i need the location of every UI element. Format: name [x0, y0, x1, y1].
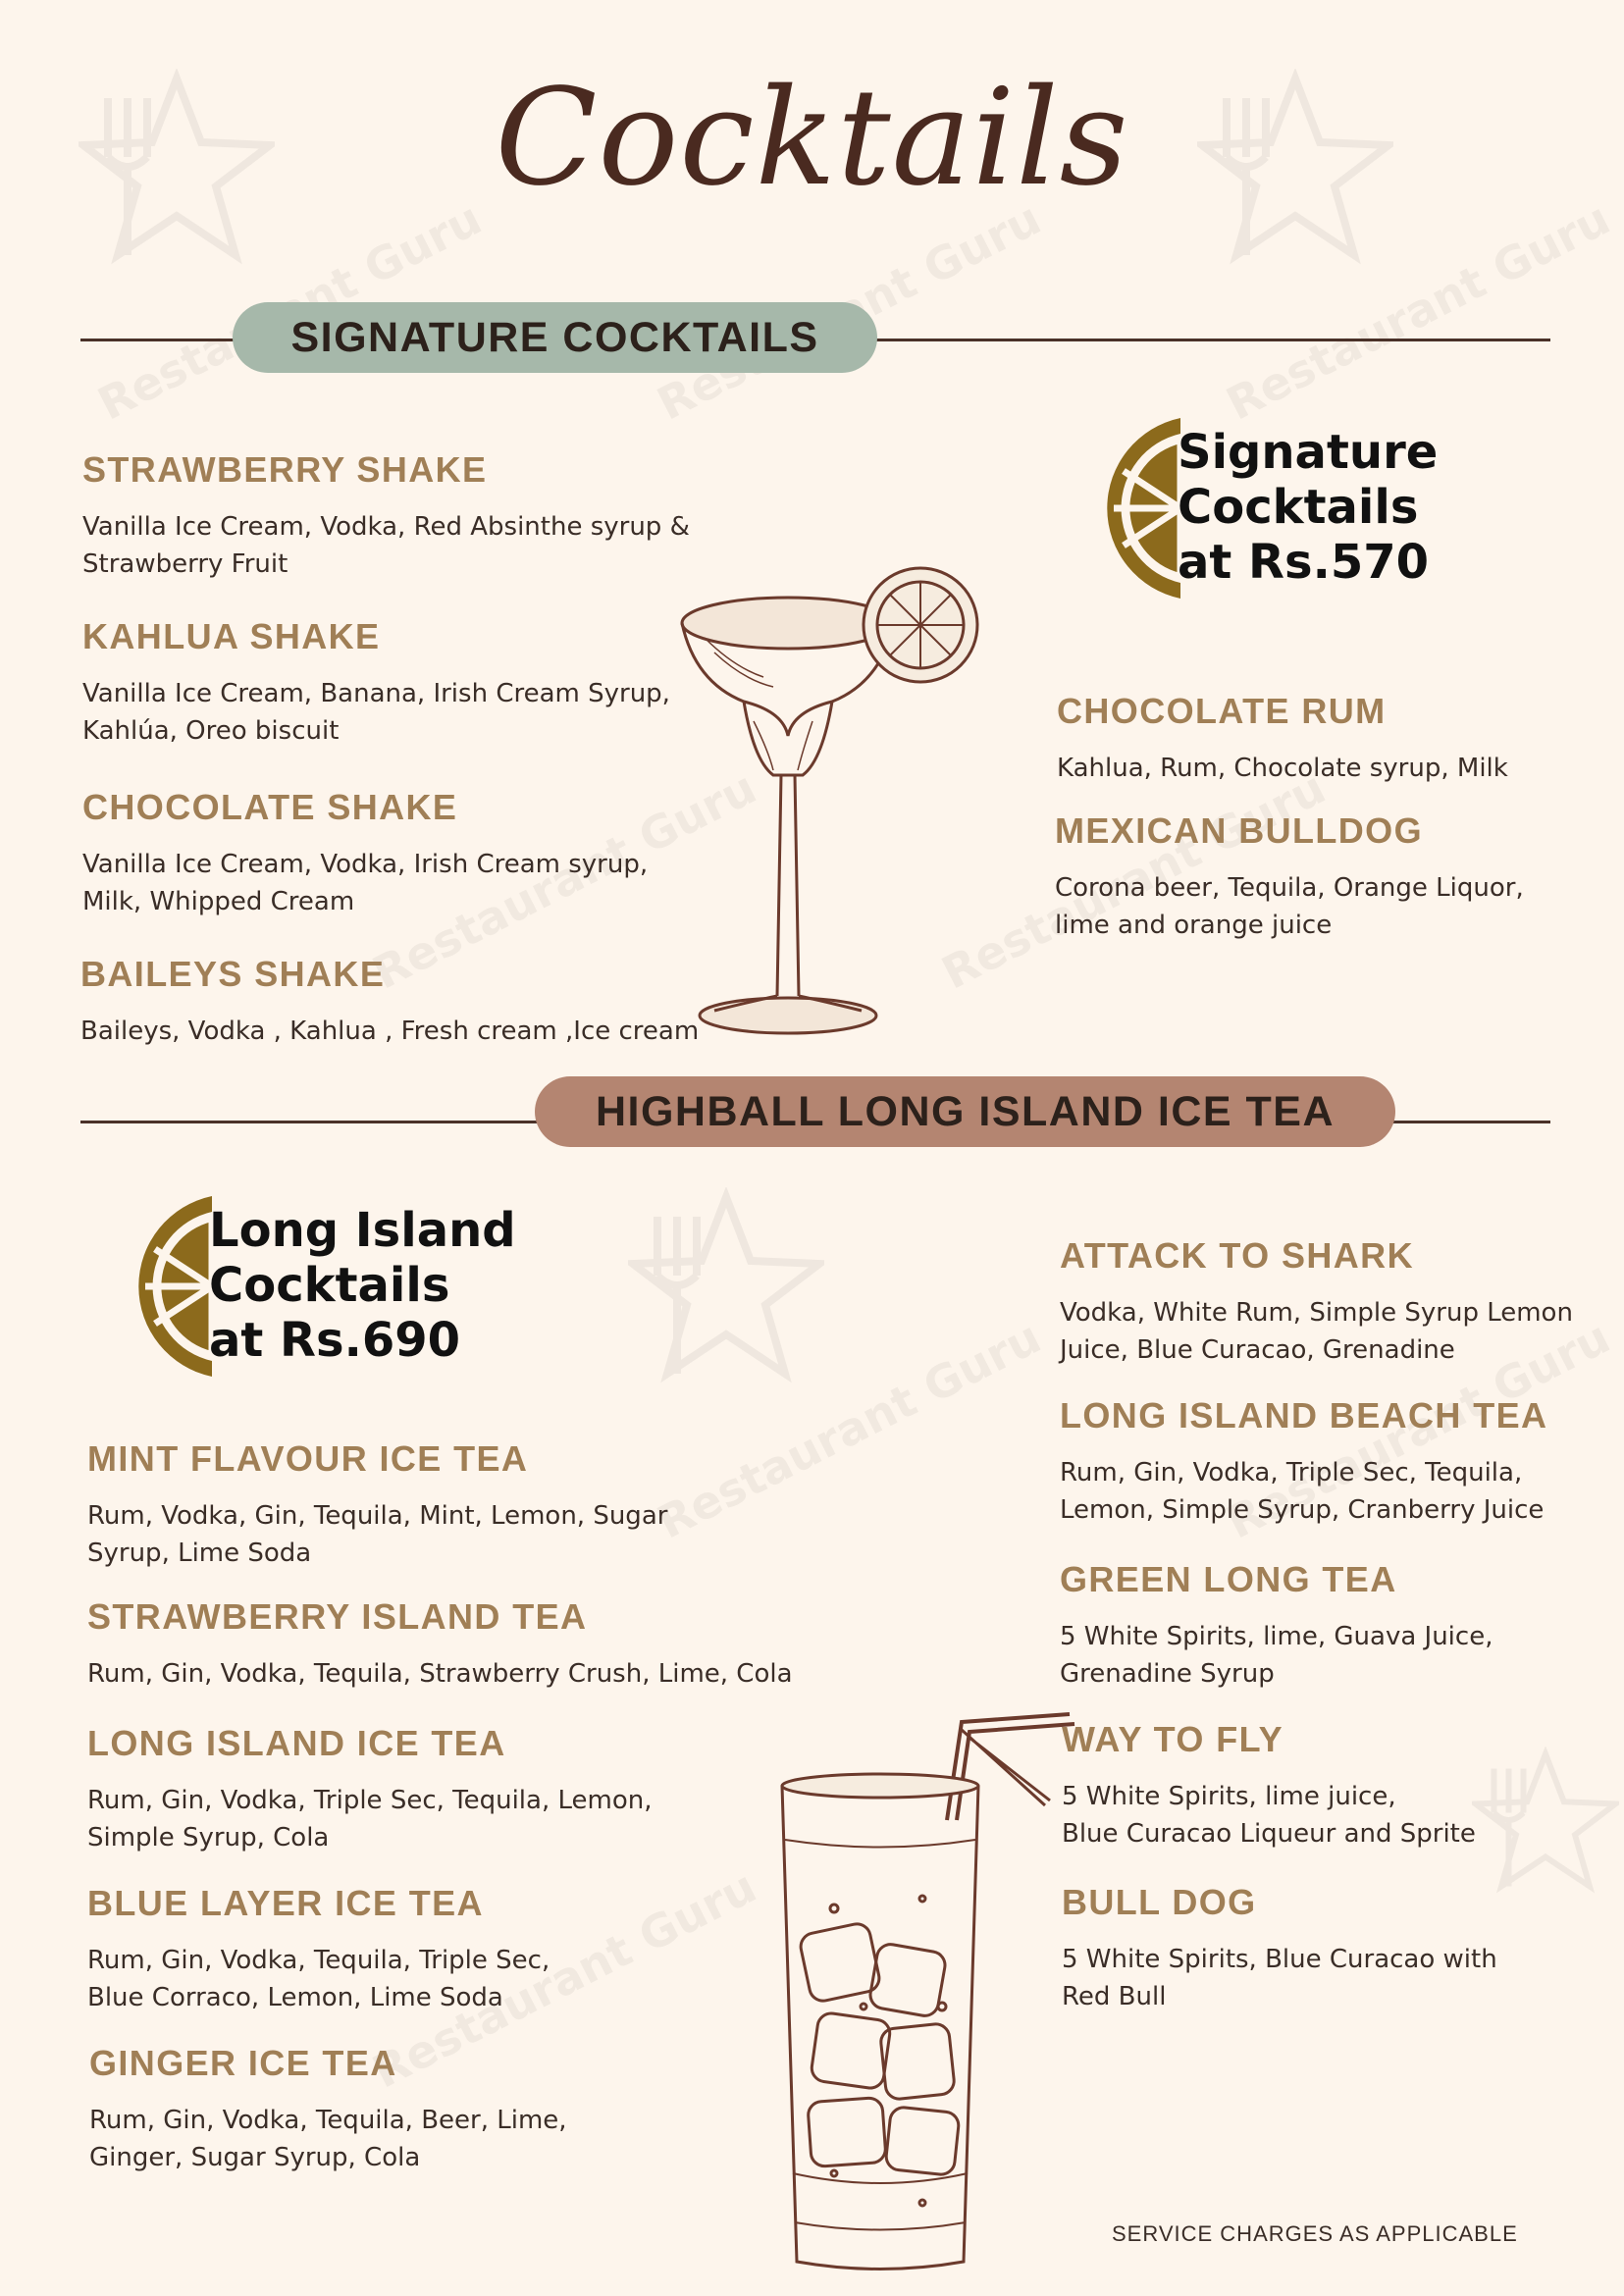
- item-name: LONG ISLAND ICE TEA: [87, 1723, 506, 1763]
- item-name: BULL DOG: [1062, 1882, 1257, 1922]
- promo-price: at Rs.570: [1178, 535, 1430, 590]
- menu-item: [1060, 1235, 1573, 1369]
- item-desc-line: Kahlúa, Oreo biscuit: [82, 716, 340, 746]
- menu-item: [82, 449, 690, 583]
- item-desc-line: Rum, Gin, Vodka, Tequila, Beer, Lime,: [89, 2106, 567, 2135]
- menu-item: [1062, 1882, 1497, 2015]
- item-name: GINGER ICE TEA: [89, 2043, 397, 2083]
- item-name: GREEN LONG TEA: [1060, 1559, 1397, 1599]
- item-desc-line: Strawberry Fruit: [82, 549, 288, 579]
- page-title: Cocktails: [495, 61, 1129, 216]
- item-desc-line: Red Bull: [1062, 1982, 1167, 2011]
- item-desc-line: Simple Syrup, Cola: [87, 1823, 330, 1852]
- item-desc-line: Kahlua, Rum, Chocolate syrup, Milk: [1057, 754, 1508, 783]
- menu-item: [82, 787, 648, 920]
- item-desc-line: Baileys, Vodka , Kahlua , Fresh cream ,Ice cream: [80, 1017, 700, 1046]
- section-heading-highball: HIGHBALL LONG ISLAND ICE TEA: [535, 1076, 1395, 1147]
- item-desc-line: Vodka, White Rum, Simple Syrup Lemon: [1060, 1298, 1573, 1328]
- item-desc-line: Vanilla Ice Cream, Vodka, Irish Cream syrup,: [82, 850, 649, 879]
- menu-item: [1060, 1559, 1493, 1693]
- item-name: LONG ISLAND BEACH TEA: [1060, 1395, 1548, 1435]
- item-desc-line: Vanilla Ice Cream, Vodka, Red Absinthe syrup &: [82, 512, 690, 542]
- menu-item: [1055, 810, 1524, 944]
- item-desc-line: Corona beer, Tequila, Orange Liquor,: [1055, 873, 1524, 903]
- item-desc-line: Syrup, Lime Soda: [87, 1539, 312, 1568]
- item-name: CHOCOLATE RUM: [1057, 691, 1387, 731]
- item-desc-line: Rum, Gin, Vodka, Triple Sec, Tequila, Lemon,: [87, 1786, 653, 1815]
- margarita-glass-illustration: [675, 564, 989, 1040]
- section-heading-signature: SIGNATURE COCKTAILS: [233, 302, 877, 373]
- promo-line: Cocktails: [209, 1258, 450, 1313]
- item-desc-line: Ginger, Sugar Syrup, Cola: [89, 2143, 421, 2172]
- item-name: MINT FLAVOUR ICE TEA: [87, 1438, 529, 1479]
- menu-item: [80, 954, 699, 1050]
- item-desc-line: 5 White Spirits, lime juice,: [1062, 1782, 1396, 1811]
- item-name: MEXICAN BULLDOG: [1055, 810, 1423, 851]
- promo-line: Signature: [1178, 425, 1439, 480]
- signature-price-badge: [1053, 414, 1438, 600]
- menu-item: [82, 616, 670, 750]
- menu-item: [87, 1438, 667, 1572]
- item-name: BLUE LAYER ICE TEA: [87, 1883, 484, 1923]
- item-desc-line: Rum, Vodka, Gin, Tequila, Mint, Lemon, Sugar: [87, 1501, 668, 1531]
- item-name: STRAWBERRY ISLAND TEA: [87, 1596, 588, 1637]
- fork-star-watermark-icon: [628, 1187, 824, 1383]
- item-name: WAY TO FLY: [1062, 1719, 1284, 1759]
- menu-item: [1062, 1719, 1476, 1852]
- menu-item: [1060, 1395, 1547, 1529]
- highball-glass-illustration: [775, 1712, 1099, 2281]
- menu-item: [87, 1883, 550, 2016]
- item-desc-line: Rum, Gin, Vodka, Triple Sec, Tequila,: [1060, 1458, 1523, 1487]
- fork-star-watermark-icon: [1472, 1747, 1619, 1894]
- lemon-slice-icon: [84, 1192, 217, 1379]
- item-desc-line: Lemon, Simple Syrup, Cranberry Juice: [1060, 1495, 1545, 1525]
- item-name: BAILEYS SHAKE: [80, 954, 386, 994]
- item-name: CHOCOLATE SHAKE: [82, 787, 458, 827]
- item-desc-line: Rum, Gin, Vodka, Tequila, Strawberry Crush, Lime, Cola: [87, 1659, 793, 1689]
- promo-line: Long Island: [209, 1203, 516, 1258]
- service-charge-note: SERVICE CHARGES AS APPLICABLE: [1112, 2221, 1518, 2246]
- lemon-slice-icon: [1053, 414, 1185, 600]
- item-desc-line: lime and orange juice: [1055, 911, 1333, 940]
- item-desc-line: Milk, Whipped Cream: [82, 887, 355, 916]
- menu-item: [89, 2043, 567, 2176]
- item-desc-line: Vanilla Ice Cream, Banana, Irish Cream Syrup,: [82, 679, 670, 708]
- item-name: STRAWBERRY SHAKE: [82, 449, 488, 490]
- long-island-price-badge: [84, 1192, 516, 1379]
- item-desc-line: Blue Curacao Liqueur and Sprite: [1062, 1819, 1476, 1849]
- item-desc-line: 5 White Spirits, lime, Guava Juice,: [1060, 1622, 1493, 1651]
- item-desc-line: Juice, Blue Curacao, Grenadine: [1060, 1335, 1455, 1365]
- item-desc-line: Grenadine Syrup: [1060, 1659, 1275, 1689]
- item-name: ATTACK TO SHARK: [1060, 1235, 1414, 1276]
- menu-item: [87, 1596, 793, 1693]
- item-name: KAHLUA SHAKE: [82, 616, 381, 656]
- menu-item: [87, 1723, 653, 1856]
- promo-line: Cocktails: [1178, 480, 1419, 535]
- item-desc-line: Rum, Gin, Vodka, Tequila, Triple Sec,: [87, 1946, 550, 1975]
- promo-price: at Rs.690: [209, 1313, 461, 1368]
- item-desc-line: 5 White Spirits, Blue Curacao with: [1062, 1945, 1497, 1974]
- menu-item: [1057, 691, 1508, 787]
- item-desc-line: Blue Corraco, Lemon, Lime Soda: [87, 1983, 503, 2012]
